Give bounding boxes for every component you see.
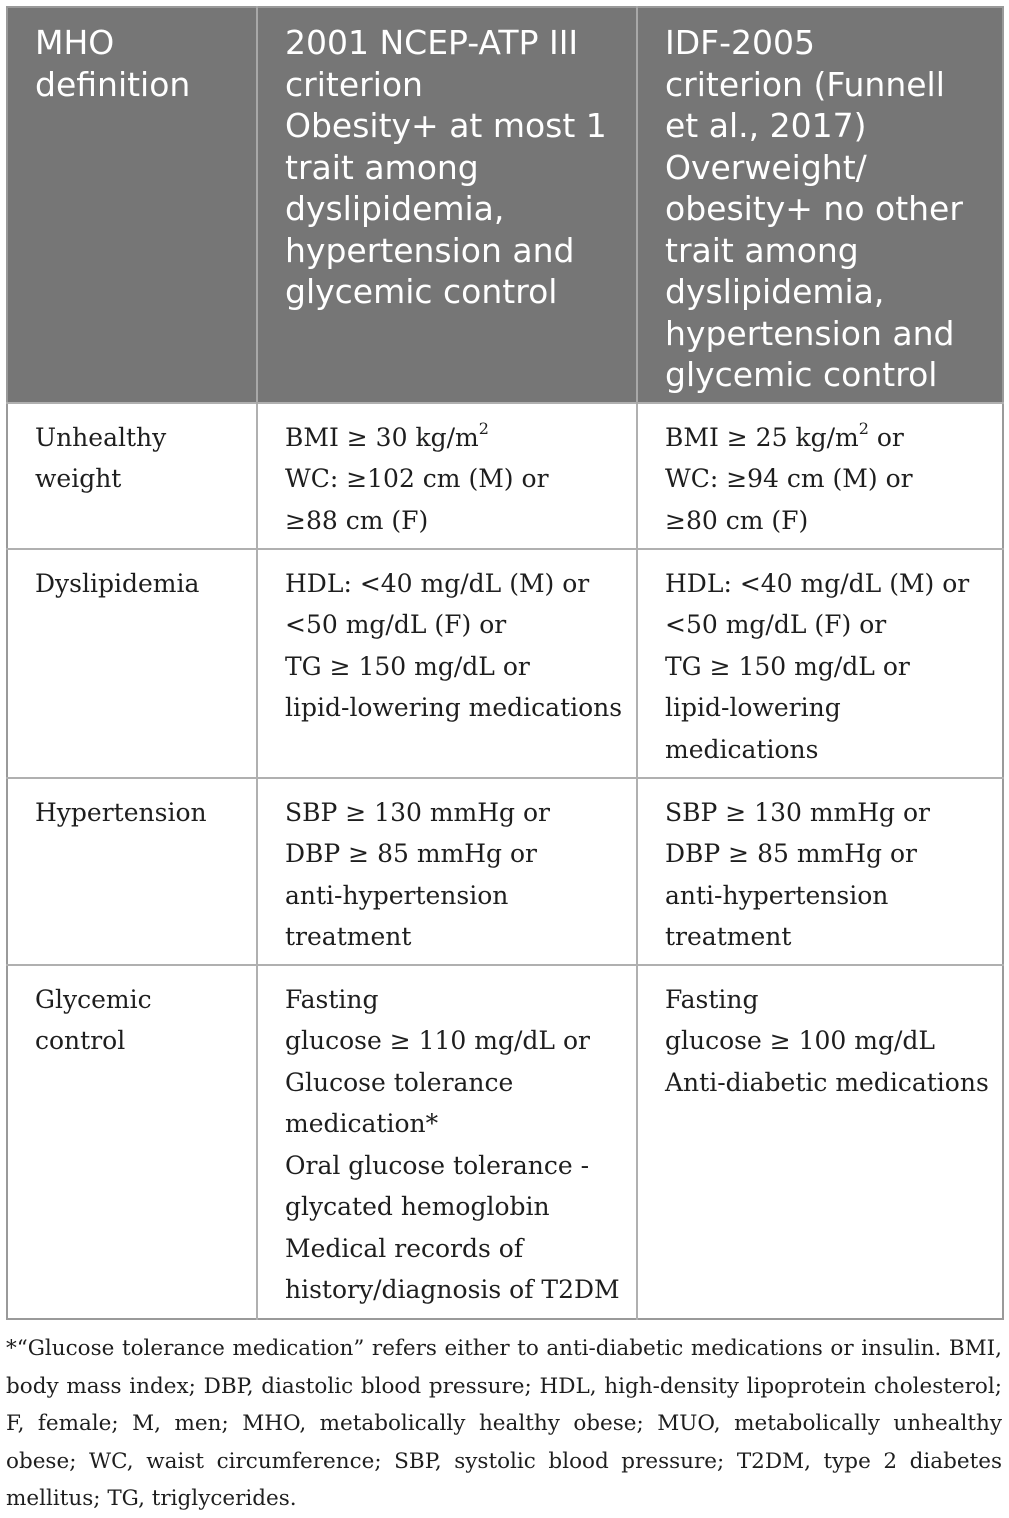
table-row-hypertension — [7, 778, 1003, 965]
header-ncep-criterion — [257, 7, 637, 403]
ncep-cell — [257, 778, 637, 965]
header-line: trait among — [285, 147, 479, 187]
cell-line: history/diagnosis of T2DM — [285, 1275, 620, 1304]
cell-line: lipid-lowering medications — [285, 693, 623, 722]
cell-line: DBP ≥ 85 mmHg or — [665, 839, 918, 868]
cell-line: glucose ≥ 100 mg/dL — [665, 1026, 936, 1055]
header-line: hypertension and — [665, 313, 955, 353]
header-line: hypertension and — [285, 230, 575, 270]
cell-line: WC: ≥94 cm (M) or — [665, 464, 913, 493]
cell-line: HDL: <40 mg/dL (M) or — [665, 568, 970, 598]
row-label: control — [35, 1026, 126, 1055]
header-row — [7, 7, 1003, 403]
bmi-criterion — [665, 417, 982, 459]
cell-line: medication* — [285, 1109, 439, 1138]
cell-line: lipid-lowering — [665, 693, 841, 722]
table-row-unhealthy-weight — [7, 403, 1003, 549]
cell-line: HDL: <40 mg/dL (M) or — [285, 568, 590, 598]
header-line: criterion (Funnell — [665, 64, 945, 104]
row-label: Unhealthy — [35, 422, 167, 452]
cell-line: treatment — [285, 922, 412, 951]
row-label: Dyslipidemia — [35, 568, 200, 598]
row-label: Glycemic — [35, 984, 152, 1014]
header-line: glycemic control — [285, 272, 558, 311]
cell-line: <50 mg/dL (F) or — [285, 610, 507, 639]
header-line: glycemic control — [665, 355, 938, 394]
cell-line: treatment — [665, 922, 792, 951]
cell-line: anti-hypertension — [665, 880, 889, 910]
cell-line: TG ≥ 150 mg/dL or — [665, 651, 910, 681]
ncep-cell — [257, 549, 637, 778]
bmi-superscript: 2 — [858, 419, 869, 439]
cell-line: Oral glucose tolerance - — [285, 1150, 590, 1180]
idf-cell — [637, 403, 1003, 549]
row-label: weight — [35, 464, 122, 493]
header-line: obesity+ no other — [665, 189, 963, 228]
bmi-suffix: or — [868, 422, 904, 452]
cell-line: glycated hemoglobin — [285, 1192, 550, 1221]
row-label-cell — [7, 403, 257, 549]
bmi-text: BMI ≥ 30 kg/m — [285, 422, 479, 452]
cell-line: DBP ≥ 85 mmHg or — [285, 839, 538, 868]
cell-line: anti-hypertension — [285, 880, 509, 910]
idf-cell — [637, 778, 1003, 965]
cell-line: Medical records of — [285, 1233, 524, 1263]
header-line: MHO — [35, 23, 115, 62]
cell-line: Fasting — [665, 984, 759, 1014]
table-footnote: *“Glucose tolerance medication” refers either to anti-diabetic medications or insulin. BMI, body mass index; DBP, diastolic blood pressure; HDL, high-density lipoprotein cholesterol; F, female; M, men; MHO, metabolically healthy obese; MUO, metabolically unhealthy obese; WC, waist circumference; SBP, systolic blood pressure; T2DM, type 2 diabetes mellitus; TG, triglycerides. — [6, 1336, 1002, 1511]
row-label-cell — [7, 778, 257, 965]
header-line: dyslipidemia, — [285, 189, 505, 228]
cell-line: ≥80 cm (F) — [665, 505, 809, 535]
header-line: et al., 2017) — [665, 106, 867, 145]
cell-line: SBP ≥ 130 mmHg or — [285, 797, 550, 827]
table-body — [7, 403, 1003, 1319]
row-label-cell — [7, 965, 257, 1319]
cell-line: Fasting — [285, 984, 379, 1014]
header-line: trait among — [665, 230, 859, 270]
header-line: IDF-2005 — [665, 23, 816, 62]
header-idf-criterion — [637, 7, 1003, 403]
bmi-superscript: 2 — [478, 419, 489, 439]
cell-line: glucose ≥ 110 mg/dL or — [285, 1026, 590, 1055]
cell-line: <50 mg/dL (F) or — [665, 610, 887, 639]
cell-line: WC: ≥102 cm (M) or — [285, 464, 549, 493]
row-label-cell — [7, 549, 257, 778]
idf-cell — [637, 965, 1003, 1319]
bmi-text: BMI ≥ 25 kg/m — [665, 422, 859, 452]
cell-line: Anti-diabetic medications — [665, 1067, 989, 1097]
header-line: 2001 NCEP-ATP III — [285, 23, 579, 62]
header-line: Obesity+ at most 1 — [285, 106, 607, 145]
bmi-criterion — [285, 417, 616, 459]
ncep-cell — [257, 403, 637, 549]
table-header — [7, 7, 1003, 403]
idf-cell — [637, 549, 1003, 778]
cell-line: TG ≥ 150 mg/dL or — [285, 651, 530, 681]
cell-line: Glucose tolerance — [285, 1067, 514, 1097]
header-line: definition — [35, 64, 191, 104]
cell-line: ≥88 cm (F) — [285, 505, 429, 535]
cell-line: medications — [665, 734, 819, 764]
row-label: Hypertension — [35, 797, 207, 827]
table-row-dyslipidemia — [7, 549, 1003, 778]
header-mho-definition — [7, 7, 257, 403]
ncep-cell — [257, 965, 637, 1319]
mho-definition-table — [6, 6, 1004, 1320]
header-line: dyslipidemia, — [665, 272, 885, 311]
table-row-glycemic-control — [7, 965, 1003, 1319]
cell-line: SBP ≥ 130 mmHg or — [665, 797, 930, 827]
header-line: Overweight/ — [665, 147, 867, 187]
header-line: criterion — [285, 64, 423, 104]
